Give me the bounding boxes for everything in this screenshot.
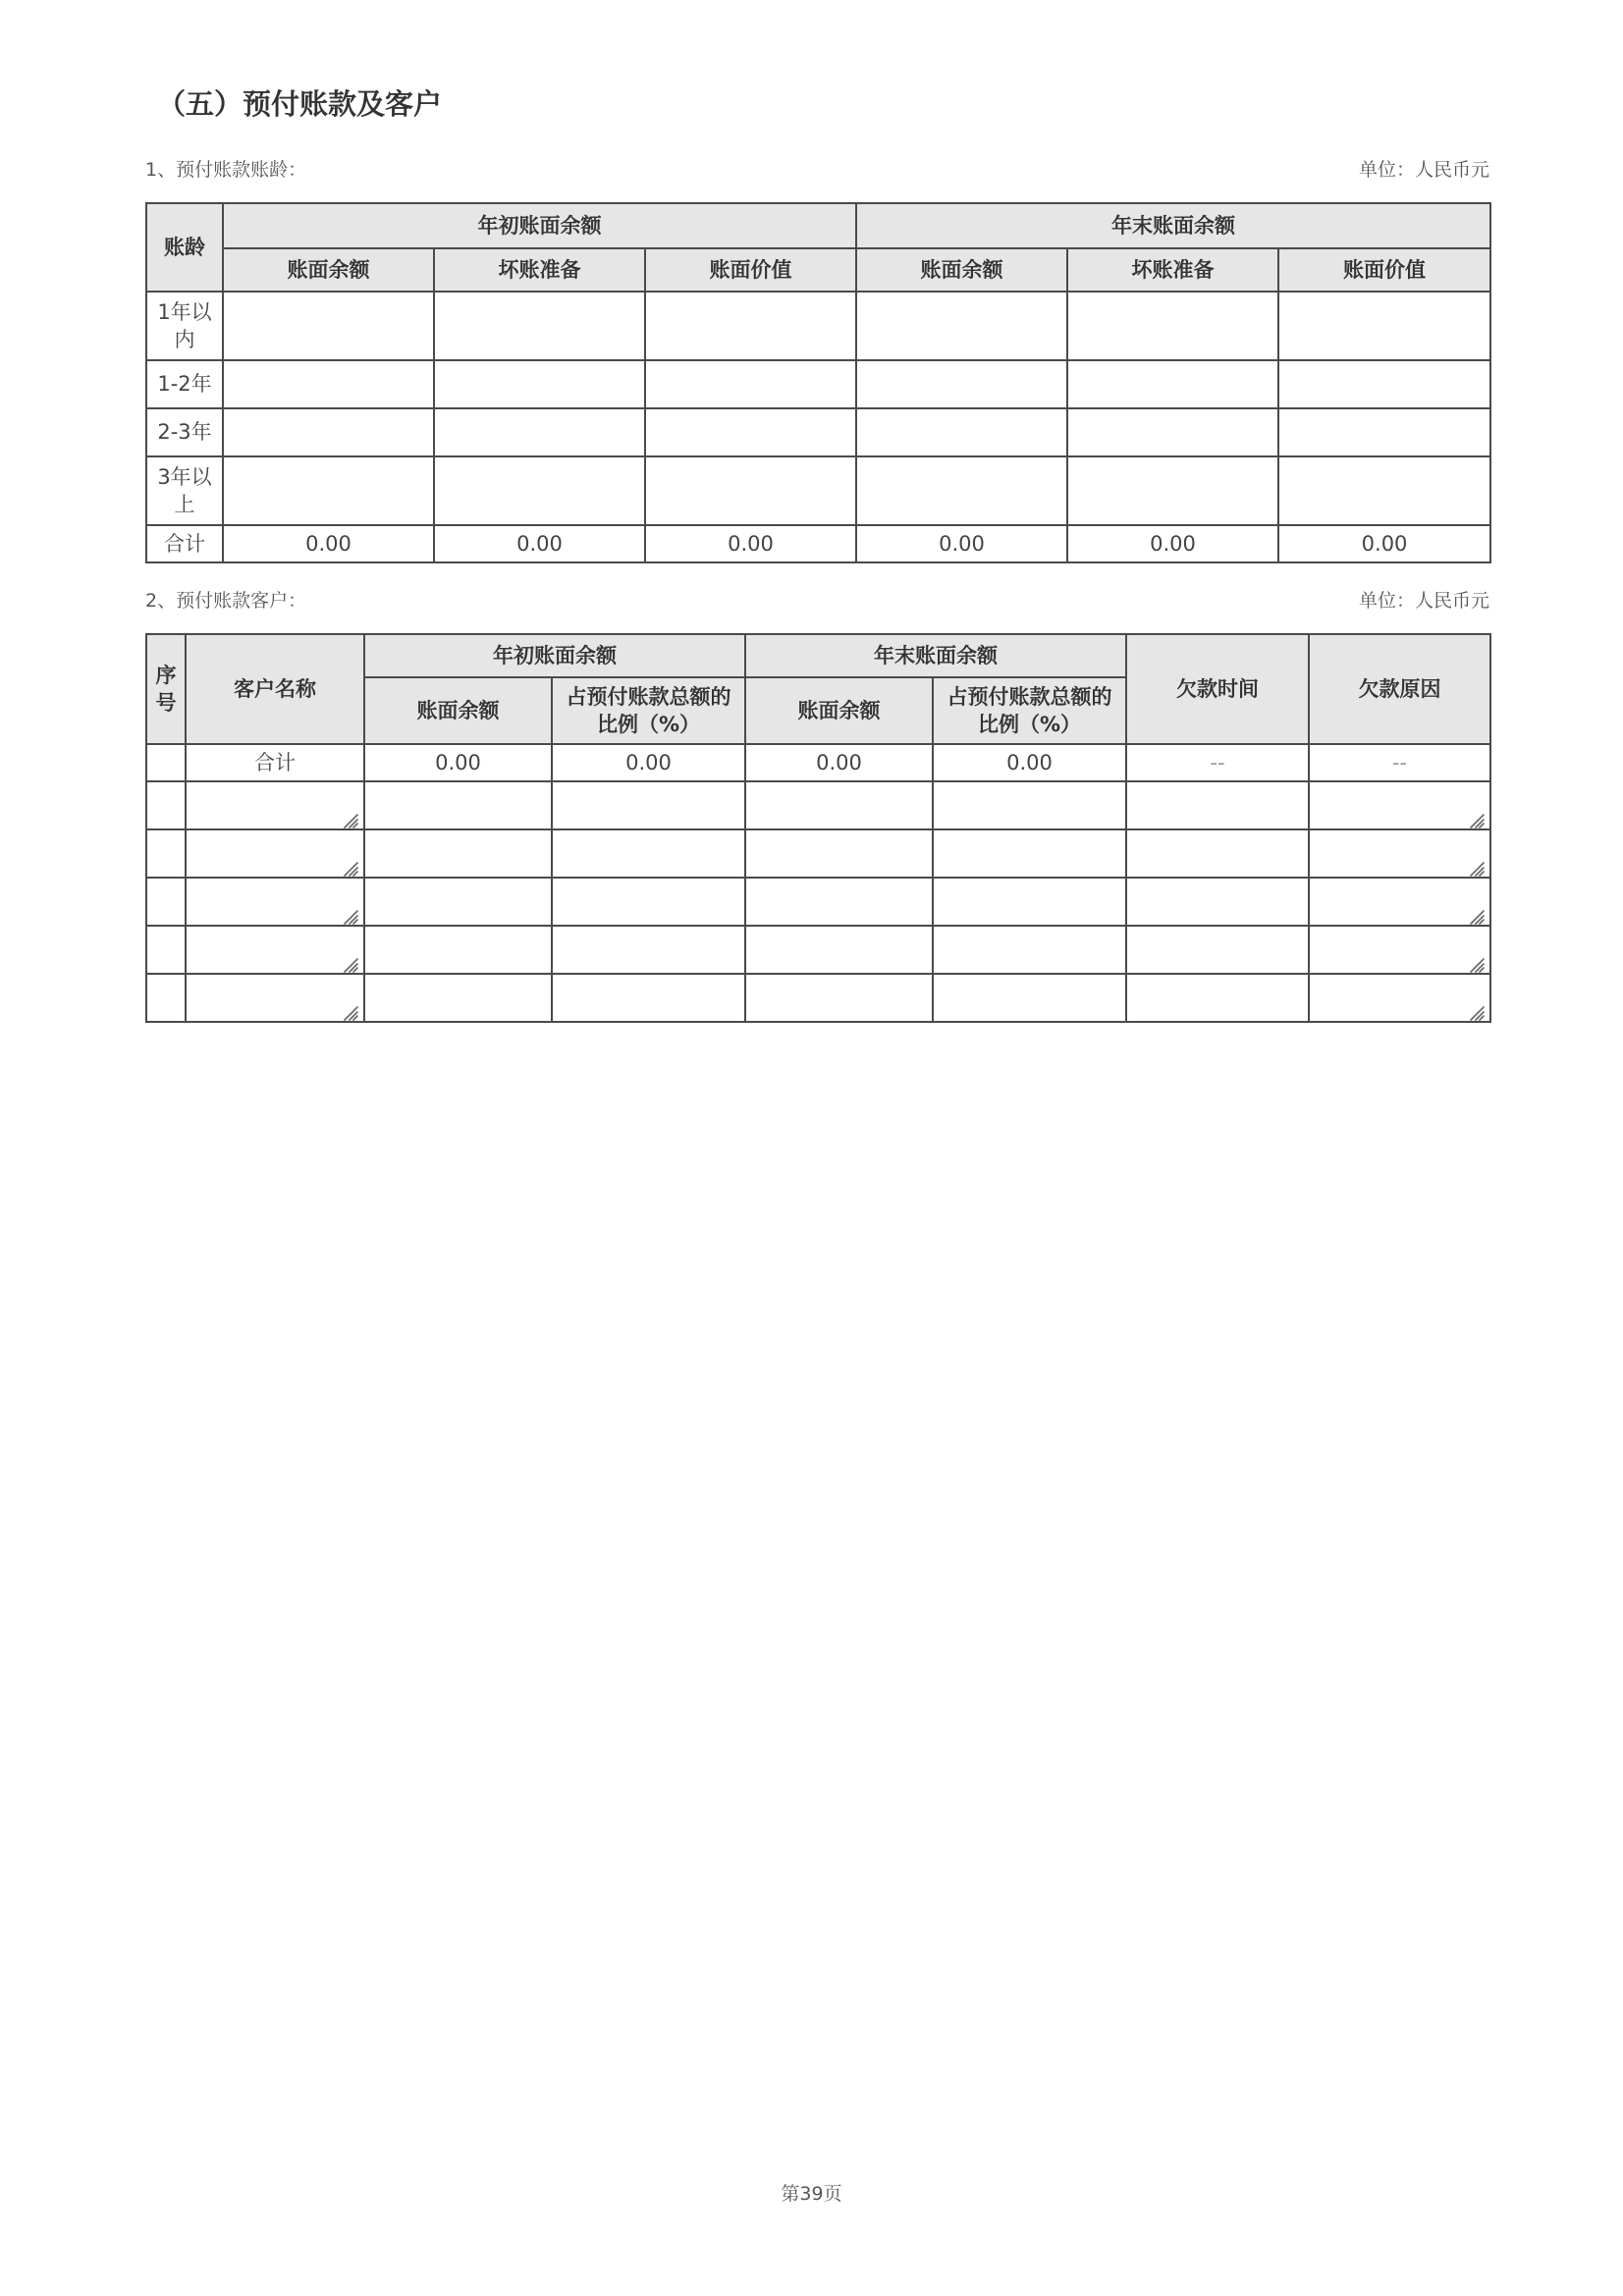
header-sub: 坏账准备 <box>434 248 645 292</box>
resize-edit-icon[interactable] <box>1468 809 1486 827</box>
value-cell <box>1278 408 1490 456</box>
age-label: 1年以内 <box>146 292 223 360</box>
header-sub: 账面余额 <box>856 248 1067 292</box>
value-cell <box>1278 360 1490 408</box>
end-balance-input[interactable] <box>745 781 933 829</box>
header-ratio: 占预付账款总额的比例（%） <box>552 677 745 744</box>
debt-reason-input[interactable] <box>1309 781 1490 829</box>
value-cell <box>645 292 856 360</box>
header-sub: 坏账准备 <box>1067 248 1278 292</box>
value-cell <box>1278 456 1490 525</box>
table-row <box>146 829 1490 878</box>
customer-name-input[interactable] <box>186 829 364 878</box>
table-row <box>146 974 1490 1022</box>
input-cell[interactable] <box>434 360 645 408</box>
resize-edit-icon[interactable] <box>1468 1001 1486 1019</box>
age-label: 3年以上 <box>146 456 223 525</box>
total-value: 0.00 <box>645 525 856 562</box>
begin-ratio-cell <box>552 781 745 829</box>
resize-edit-icon[interactable] <box>342 857 359 875</box>
input-cell[interactable] <box>856 360 1067 408</box>
header-begin-balance: 年初账面余额 <box>364 634 745 677</box>
end-ratio-cell <box>933 974 1126 1022</box>
age-label: 1-2年 <box>146 360 223 408</box>
value-cell <box>645 360 856 408</box>
header-end-balance: 年末账面余额 <box>856 203 1490 248</box>
seq-cell <box>146 926 186 974</box>
header-sub: 账面价值 <box>1278 248 1490 292</box>
debt-reason-input[interactable] <box>1309 926 1490 974</box>
table-row <box>146 408 1490 456</box>
customer-table <box>145 633 1491 1023</box>
input-cell[interactable] <box>434 456 645 525</box>
input-cell[interactable] <box>223 456 434 525</box>
begin-balance-input[interactable] <box>364 878 552 926</box>
table2-unit: 单位：人民币元 <box>1358 590 1489 612</box>
begin-ratio-cell <box>552 829 745 878</box>
customer-name-input[interactable] <box>186 781 364 829</box>
total-row <box>146 744 1490 781</box>
debt-time-input[interactable] <box>1126 926 1309 974</box>
debt-reason-input[interactable] <box>1309 829 1490 878</box>
customer-name-input[interactable] <box>186 878 364 926</box>
end-ratio-cell <box>933 878 1126 926</box>
input-cell[interactable] <box>1067 292 1278 360</box>
end-balance-input[interactable] <box>745 829 933 878</box>
header-sub: 账面余额 <box>223 248 434 292</box>
begin-balance-input[interactable] <box>364 926 552 974</box>
table1-caption-row <box>145 155 1489 185</box>
seq-cell <box>146 878 186 926</box>
end-ratio-cell <box>933 781 1126 829</box>
total-value: 0.00 <box>552 744 745 781</box>
debt-time-input[interactable] <box>1126 878 1309 926</box>
debt-reason-input[interactable] <box>1309 878 1490 926</box>
debt-time-input[interactable] <box>1126 781 1309 829</box>
header-balance: 账面余额 <box>745 677 933 744</box>
resize-edit-icon[interactable] <box>1468 905 1486 923</box>
total-value: 0.00 <box>364 744 552 781</box>
begin-ratio-cell <box>552 926 745 974</box>
seq-cell <box>146 974 186 1022</box>
begin-balance-input[interactable] <box>364 781 552 829</box>
total-label: 合计 <box>146 525 223 562</box>
header-ratio: 占预付账款总额的比例（%） <box>933 677 1126 744</box>
debt-time-input[interactable] <box>1126 829 1309 878</box>
debt-reason-input[interactable] <box>1309 974 1490 1022</box>
header-begin-balance: 年初账面余额 <box>223 203 856 248</box>
resize-edit-icon[interactable] <box>342 809 359 827</box>
header-end-balance: 年末账面余额 <box>745 634 1126 677</box>
begin-ratio-cell <box>552 878 745 926</box>
resize-edit-icon[interactable] <box>1468 857 1486 875</box>
resize-edit-icon[interactable] <box>342 1001 359 1019</box>
input-cell[interactable] <box>1067 360 1278 408</box>
seq-cell <box>146 781 186 829</box>
resize-edit-icon[interactable] <box>342 905 359 923</box>
total-row <box>146 525 1490 562</box>
end-ratio-cell <box>933 829 1126 878</box>
value-cell <box>645 456 856 525</box>
end-balance-input[interactable] <box>745 878 933 926</box>
total-value: 0.00 <box>1278 525 1490 562</box>
aging-table <box>145 202 1491 563</box>
total-value: 0.00 <box>856 525 1067 562</box>
total-label: 合计 <box>186 744 364 781</box>
seq-cell <box>146 829 186 878</box>
begin-ratio-cell <box>552 974 745 1022</box>
header-age: 账龄 <box>146 203 223 292</box>
input-cell[interactable] <box>223 408 434 456</box>
header-seq: 序号 <box>146 634 186 744</box>
total-value: 0.00 <box>223 525 434 562</box>
debt-time-input[interactable] <box>1126 974 1309 1022</box>
header-sub: 账面价值 <box>645 248 856 292</box>
input-cell[interactable] <box>1067 408 1278 456</box>
page-number: 第39页 <box>781 2183 842 2205</box>
table2-caption: 2、预付账款客户： <box>145 590 307 612</box>
total-debt-reason: -- <box>1309 744 1490 781</box>
table-row <box>146 292 1490 360</box>
header-balance: 账面余额 <box>364 677 552 744</box>
table-row <box>146 360 1490 408</box>
end-ratio-cell <box>933 926 1126 974</box>
table-row <box>146 878 1490 926</box>
total-value: 0.00 <box>745 744 933 781</box>
customer-name-input[interactable] <box>186 974 364 1022</box>
input-cell[interactable] <box>856 456 1067 525</box>
age-label: 2-3年 <box>146 408 223 456</box>
table1-unit: 单位：人民币元 <box>1358 159 1489 181</box>
blank-rows <box>146 781 1490 1022</box>
begin-balance-input[interactable] <box>364 829 552 878</box>
table1-caption: 1、预付账款账龄： <box>145 159 307 181</box>
seq-cell <box>146 744 186 781</box>
total-value: 0.00 <box>434 525 645 562</box>
end-balance-input[interactable] <box>745 926 933 974</box>
input-cell[interactable] <box>1067 456 1278 525</box>
total-value: 0.00 <box>933 744 1126 781</box>
end-balance-input[interactable] <box>745 974 933 1022</box>
total-debt-time: -- <box>1126 744 1309 781</box>
input-cell[interactable] <box>434 408 645 456</box>
begin-balance-input[interactable] <box>364 974 552 1022</box>
table-row <box>146 926 1490 974</box>
input-cell[interactable] <box>434 292 645 360</box>
input-cell[interactable] <box>223 360 434 408</box>
resize-edit-icon[interactable] <box>1468 953 1486 971</box>
total-value: 0.00 <box>1067 525 1278 562</box>
input-cell[interactable] <box>856 292 1067 360</box>
input-cell[interactable] <box>856 408 1067 456</box>
header-customer-name: 客户名称 <box>186 634 364 744</box>
header-debt-time: 欠款时间 <box>1126 634 1309 744</box>
customer-name-input[interactable] <box>186 926 364 974</box>
value-cell <box>1278 292 1490 360</box>
table2-caption-row <box>145 586 1489 615</box>
table-row <box>146 781 1490 829</box>
header-debt-reason: 欠款原因 <box>1309 634 1490 744</box>
section-title: （五）预付账款及客户 <box>157 87 443 121</box>
input-cell[interactable] <box>223 292 434 360</box>
resize-edit-icon[interactable] <box>342 953 359 971</box>
value-cell <box>645 408 856 456</box>
table-row <box>146 456 1490 525</box>
